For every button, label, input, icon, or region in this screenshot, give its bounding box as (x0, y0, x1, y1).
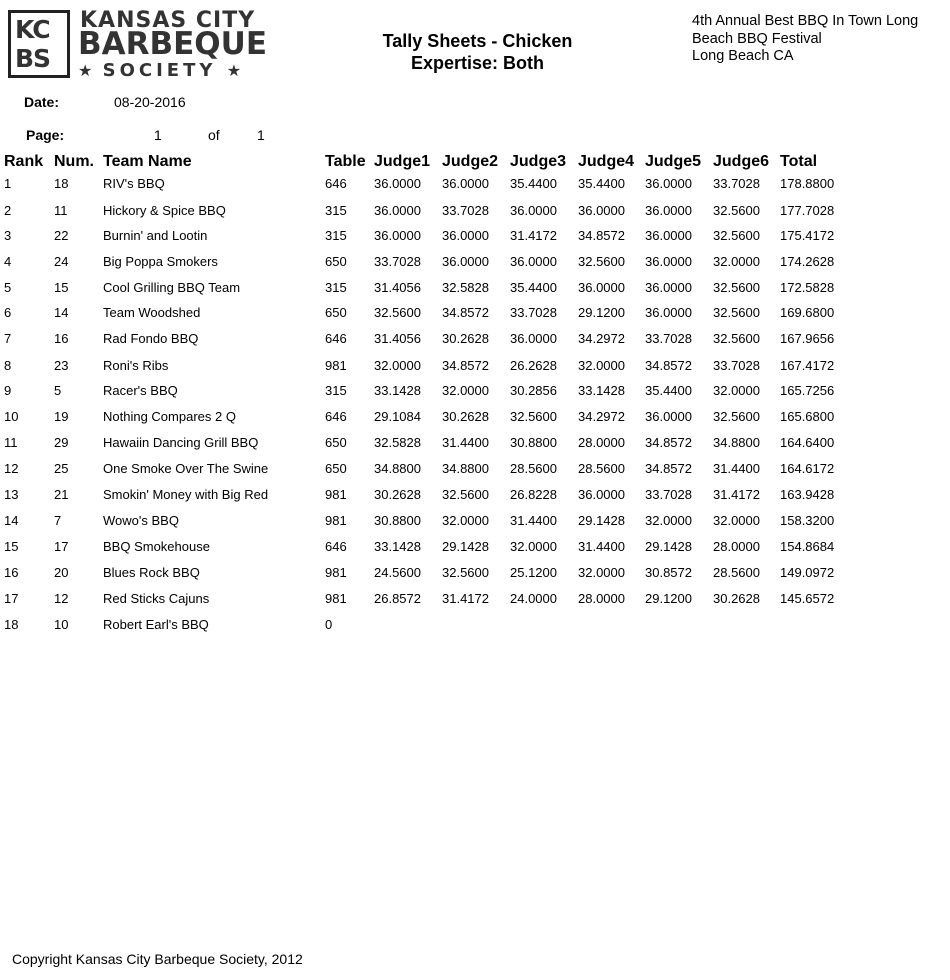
cell-judge3: 32.5600 (510, 409, 557, 424)
cell-table: 981 (325, 358, 347, 373)
cell-judge5: 29.1428 (645, 539, 692, 554)
cell-num: 10 (54, 617, 69, 632)
cell-judge2: 29.1428 (442, 539, 489, 554)
cell-table: 981 (325, 487, 347, 502)
cell-team-name: Team Woodshed (103, 305, 201, 320)
page-number: 1 (154, 127, 162, 143)
cell-rank: 12 (4, 461, 19, 476)
cell-judge5: 34.8572 (645, 358, 692, 373)
cell-judge4: 34.2972 (578, 331, 625, 346)
cell-judge6: 32.5600 (713, 228, 760, 243)
table-row (0, 331, 950, 351)
cell-judge5: 34.8572 (645, 435, 692, 450)
report-subtitle: Expertise: Both (410, 53, 545, 73)
cell-table: 315 (325, 280, 347, 295)
cell-table: 646 (325, 331, 347, 346)
cell-rank: 8 (4, 358, 12, 373)
cell-judge6: 33.7028 (713, 176, 760, 191)
cell-judge5: 36.0000 (645, 203, 692, 218)
cell-table: 646 (325, 539, 347, 554)
cell-judge1: 30.2628 (374, 487, 421, 502)
cell-team-name: Roni's Ribs (103, 358, 169, 373)
cell-judge3: 24.0000 (510, 591, 557, 606)
cell-judge6: 32.0000 (713, 513, 760, 528)
cell-judge2: 31.4172 (442, 591, 489, 606)
cell-team-name: Cool Grilling BBQ Team (103, 280, 241, 295)
cell-total: 164.6400 (780, 435, 835, 450)
cell-judge3: 28.5600 (510, 461, 557, 476)
cell-total: 167.9656 (780, 331, 835, 346)
cell-judge6: 32.5600 (713, 280, 760, 295)
cell-team-name: Rad Fondo BBQ (103, 331, 199, 346)
cell-total: 149.0972 (780, 565, 835, 580)
cell-team-name: Burnin' and Lootin (103, 228, 208, 243)
cell-judge6: 28.5600 (713, 565, 760, 580)
cell-team-name: Smokin' Money with Big Red (103, 487, 269, 502)
cell-total: 178.8800 (780, 176, 835, 191)
cell-table: 650 (325, 435, 347, 450)
cell-judge3: 35.4400 (510, 176, 557, 191)
cell-judge3: 32.0000 (510, 539, 557, 554)
cell-table: 646 (325, 409, 347, 424)
cell-judge2: 36.0000 (442, 176, 489, 191)
cell-judge2: 32.5828 (442, 280, 489, 295)
cell-judge4: 28.0000 (578, 591, 625, 606)
cell-judge4: 36.0000 (578, 280, 625, 295)
cell-judge3: 30.2856 (510, 383, 557, 398)
logo-text-barbeque: BARBEQUE (78, 26, 267, 62)
cell-judge6: 32.0000 (713, 383, 760, 398)
cell-team-name: Hawaiin Dancing Grill BBQ (103, 435, 259, 450)
col-header-rank: Rank (4, 153, 44, 170)
cell-judge1: 32.0000 (374, 358, 421, 373)
event-line-1: 4th Annual Best BBQ In Town Long (692, 13, 919, 29)
col-header-table: Table (325, 153, 366, 170)
col-header-total: Total (780, 153, 818, 170)
cell-judge6: 32.0000 (713, 254, 760, 269)
cell-judge4: 35.4400 (578, 176, 625, 191)
cell-table: 650 (325, 461, 347, 476)
cell-judge2: 32.5600 (442, 487, 489, 502)
cell-judge6: 31.4400 (713, 461, 760, 476)
cell-judge6: 32.5600 (713, 203, 760, 218)
cell-rank: 14 (4, 513, 19, 528)
cell-rank: 16 (4, 565, 19, 580)
table-row (0, 305, 950, 325)
table-row (0, 176, 950, 196)
cell-num: 18 (54, 176, 69, 191)
cell-judge5: 33.7028 (645, 487, 692, 502)
cell-team-name: BBQ Smokehouse (103, 539, 210, 554)
cell-total: 165.7256 (780, 383, 835, 398)
cell-rank: 17 (4, 591, 19, 606)
cell-num: 11 (54, 203, 68, 218)
cell-num: 5 (54, 383, 62, 398)
cell-judge5: 33.7028 (645, 331, 692, 346)
col-header-judge3: Judge3 (510, 153, 567, 170)
page-of-label: of (208, 127, 220, 143)
col-header-team: Team Name (103, 153, 192, 170)
cell-judge3: 36.0000 (510, 254, 557, 269)
cell-judge3: 30.8800 (510, 435, 557, 450)
cell-table: 315 (325, 228, 347, 243)
cell-judge2: 32.5600 (442, 565, 489, 580)
cell-team-name: Red Sticks Cajuns (103, 591, 210, 606)
cell-judge2: 36.0000 (442, 228, 489, 243)
kcbs-logo-mark (8, 10, 70, 78)
copyright-footer: Copyright Kansas City Barbeque Society, 2012 (12, 951, 303, 967)
cell-judge4: 32.5600 (578, 254, 625, 269)
col-header-judge2: Judge2 (442, 153, 499, 170)
cell-judge3: 25.1200 (510, 565, 557, 580)
cell-num: 23 (54, 358, 69, 373)
cell-judge6: 33.7028 (713, 358, 760, 373)
cell-total: 158.3200 (780, 513, 835, 528)
cell-total: 165.6800 (780, 409, 835, 424)
cell-num: 12 (54, 591, 69, 606)
cell-judge4: 36.0000 (578, 487, 625, 502)
cell-num: 17 (54, 539, 69, 554)
cell-rank: 1 (4, 176, 12, 191)
cell-judge5: 36.0000 (645, 228, 692, 243)
cell-judge6: 32.5600 (713, 305, 760, 320)
cell-num: 15 (54, 280, 69, 295)
logo-text-kansas-city: KANSAS CITY (80, 8, 256, 33)
cell-judge1: 33.1428 (374, 383, 421, 398)
cell-table: 981 (325, 565, 347, 580)
cell-num: 24 (54, 254, 69, 269)
cell-judge4: 36.0000 (578, 203, 625, 218)
cell-rank: 5 (4, 280, 12, 295)
logo-mark-top: KC (15, 15, 50, 44)
cell-rank: 4 (4, 254, 12, 269)
table-row (0, 461, 950, 481)
col-header-num: Num. (54, 153, 94, 170)
cell-team-name: One Smoke Over The Swine (103, 461, 269, 476)
cell-judge3: 33.7028 (510, 305, 557, 320)
cell-judge2: 34.8800 (442, 461, 489, 476)
star-icon: ★ (78, 61, 93, 80)
cell-judge5: 36.0000 (645, 409, 692, 424)
cell-judge4: 29.1428 (578, 513, 625, 528)
page-label: Page: (26, 127, 65, 143)
cell-judge2: 31.4400 (442, 435, 489, 450)
cell-judge5: 34.8572 (645, 461, 692, 476)
report-title-block (340, 30, 615, 74)
page-total: 1 (257, 127, 265, 143)
cell-team-name: Robert Earl's BBQ (103, 617, 209, 632)
cell-judge3: 35.4400 (510, 280, 557, 295)
cell-judge4: 31.4400 (578, 539, 625, 554)
cell-judge5: 36.0000 (645, 176, 692, 191)
cell-num: 25 (54, 461, 69, 476)
cell-table: 0 (325, 617, 333, 632)
cell-num: 29 (54, 435, 69, 450)
cell-judge2: 36.0000 (442, 254, 489, 269)
cell-judge1: 24.5600 (374, 565, 421, 580)
cell-table: 650 (325, 305, 347, 320)
cell-judge4: 28.0000 (578, 435, 625, 450)
cell-judge2: 34.8572 (442, 305, 489, 320)
cell-judge1: 36.0000 (374, 228, 421, 243)
cell-total: 174.2628 (780, 254, 835, 269)
table-row (0, 254, 950, 274)
table-row (0, 358, 950, 378)
table-row (0, 617, 950, 637)
cell-judge5: 36.0000 (645, 280, 692, 295)
cell-judge4: 34.8572 (578, 228, 625, 243)
cell-judge3: 36.0000 (510, 331, 557, 346)
logo-text-society-row (78, 60, 241, 81)
cell-team-name: Hickory & Spice BBQ (103, 203, 226, 218)
col-header-judge6: Judge6 (713, 153, 770, 170)
cell-judge6: 28.0000 (713, 539, 760, 554)
logo-text-society: SOCIETY (102, 60, 217, 81)
cell-rank: 13 (4, 487, 19, 502)
cell-judge1: 30.8800 (374, 513, 421, 528)
cell-team-name: Racer's BBQ (103, 383, 178, 398)
cell-judge5: 36.0000 (645, 254, 692, 269)
cell-judge4: 29.1200 (578, 305, 625, 320)
cell-judge4: 32.0000 (578, 565, 625, 580)
logo-mark-bottom: BS (15, 44, 51, 73)
cell-judge5: 30.8572 (645, 565, 692, 580)
cell-judge1: 32.5828 (374, 435, 421, 450)
table-row (0, 513, 950, 533)
cell-total: 177.7028 (780, 203, 835, 218)
cell-num: 7 (54, 513, 62, 528)
cell-rank: 15 (4, 539, 19, 554)
table-row (0, 228, 950, 248)
cell-team-name: Nothing Compares 2 Q (103, 409, 236, 424)
cell-total: 164.6172 (780, 461, 835, 476)
table-row (0, 203, 950, 223)
cell-table: 315 (325, 383, 347, 398)
date-value: 08-20-2016 (114, 94, 186, 110)
cell-judge2: 30.2628 (442, 331, 489, 346)
cell-rank: 3 (4, 228, 12, 243)
cell-judge5: 35.4400 (645, 383, 692, 398)
cell-judge1: 34.8800 (374, 461, 421, 476)
cell-judge1: 29.1084 (374, 409, 421, 424)
date-label: Date: (24, 94, 60, 110)
cell-judge6: 30.2628 (713, 591, 760, 606)
col-header-judge4: Judge4 (578, 153, 635, 170)
cell-num: 16 (54, 331, 69, 346)
table-row (0, 435, 950, 455)
table-row (0, 565, 950, 585)
cell-judge1: 36.0000 (374, 176, 421, 191)
cell-judge1: 31.4056 (374, 331, 421, 346)
cell-total: 172.5828 (780, 280, 835, 295)
cell-judge5: 29.1200 (645, 591, 692, 606)
cell-rank: 11 (4, 435, 18, 450)
cell-team-name: Blues Rock BBQ (103, 565, 200, 580)
cell-num: 22 (54, 228, 69, 243)
cell-judge3: 26.2628 (510, 358, 557, 373)
cell-judge2: 34.8572 (442, 358, 489, 373)
table-row (0, 487, 950, 507)
cell-rank: 9 (4, 383, 12, 398)
kcbs-logo (8, 10, 270, 82)
cell-num: 20 (54, 565, 69, 580)
cell-judge4: 34.2972 (578, 409, 625, 424)
cell-table: 315 (325, 203, 347, 218)
cell-rank: 6 (4, 305, 12, 320)
table-row (0, 539, 950, 559)
cell-judge2: 32.0000 (442, 383, 489, 398)
cell-team-name: RIV's BBQ (103, 176, 165, 191)
cell-judge3: 36.0000 (510, 203, 557, 218)
cell-table: 650 (325, 254, 347, 269)
cell-judge6: 32.5600 (713, 331, 760, 346)
cell-total: 163.9428 (780, 487, 835, 502)
event-line-2: Beach BBQ Festival (692, 30, 822, 47)
cell-table: 646 (325, 176, 347, 191)
cell-total: 175.4172 (780, 228, 835, 243)
cell-rank: 18 (4, 617, 19, 632)
cell-judge1: 36.0000 (374, 203, 421, 218)
cell-judge3: 31.4172 (510, 228, 557, 243)
cell-total: 167.4172 (780, 358, 835, 373)
table-row (0, 591, 950, 611)
table-row (0, 409, 950, 429)
cell-judge2: 32.0000 (442, 513, 489, 528)
table-row (0, 383, 950, 403)
cell-rank: 7 (4, 331, 12, 346)
cell-judge3: 31.4400 (510, 513, 557, 528)
report-title: Tally Sheets - Chicken (382, 31, 573, 51)
cell-table: 981 (325, 591, 347, 606)
cell-team-name: Wowo's BBQ (103, 513, 179, 528)
cell-team-name: Big Poppa Smokers (103, 254, 218, 269)
cell-judge1: 31.4056 (374, 280, 421, 295)
cell-judge6: 34.8800 (713, 435, 760, 450)
cell-rank: 10 (4, 409, 19, 424)
cell-judge1: 33.7028 (374, 254, 421, 269)
cell-total: 169.6800 (780, 305, 835, 320)
cell-judge5: 32.0000 (645, 513, 692, 528)
cell-num: 21 (54, 487, 69, 502)
cell-table: 981 (325, 513, 347, 528)
cell-judge4: 33.1428 (578, 383, 625, 398)
cell-judge6: 31.4172 (713, 487, 760, 502)
event-info (692, 13, 947, 66)
cell-total: 154.8684 (780, 539, 835, 554)
cell-judge6: 32.5600 (713, 409, 760, 424)
cell-rank: 2 (4, 203, 12, 218)
cell-judge4: 28.5600 (578, 461, 625, 476)
cell-judge3: 26.8228 (510, 487, 557, 502)
col-header-judge1: Judge1 (374, 153, 431, 170)
table-row (0, 280, 950, 300)
event-line-3: Long Beach CA (692, 48, 794, 64)
cell-num: 19 (54, 409, 69, 424)
cell-judge2: 30.2628 (442, 409, 489, 424)
cell-judge2: 33.7028 (442, 203, 489, 218)
cell-judge4: 32.0000 (578, 358, 625, 373)
col-header-judge5: Judge5 (645, 153, 702, 170)
cell-judge5: 36.0000 (645, 305, 692, 320)
cell-judge1: 26.8572 (374, 591, 421, 606)
cell-judge1: 33.1428 (374, 539, 421, 554)
cell-num: 14 (54, 305, 69, 320)
star-icon: ★ (226, 61, 242, 80)
cell-total: 145.6572 (780, 591, 835, 606)
cell-judge1: 32.5600 (374, 305, 421, 320)
